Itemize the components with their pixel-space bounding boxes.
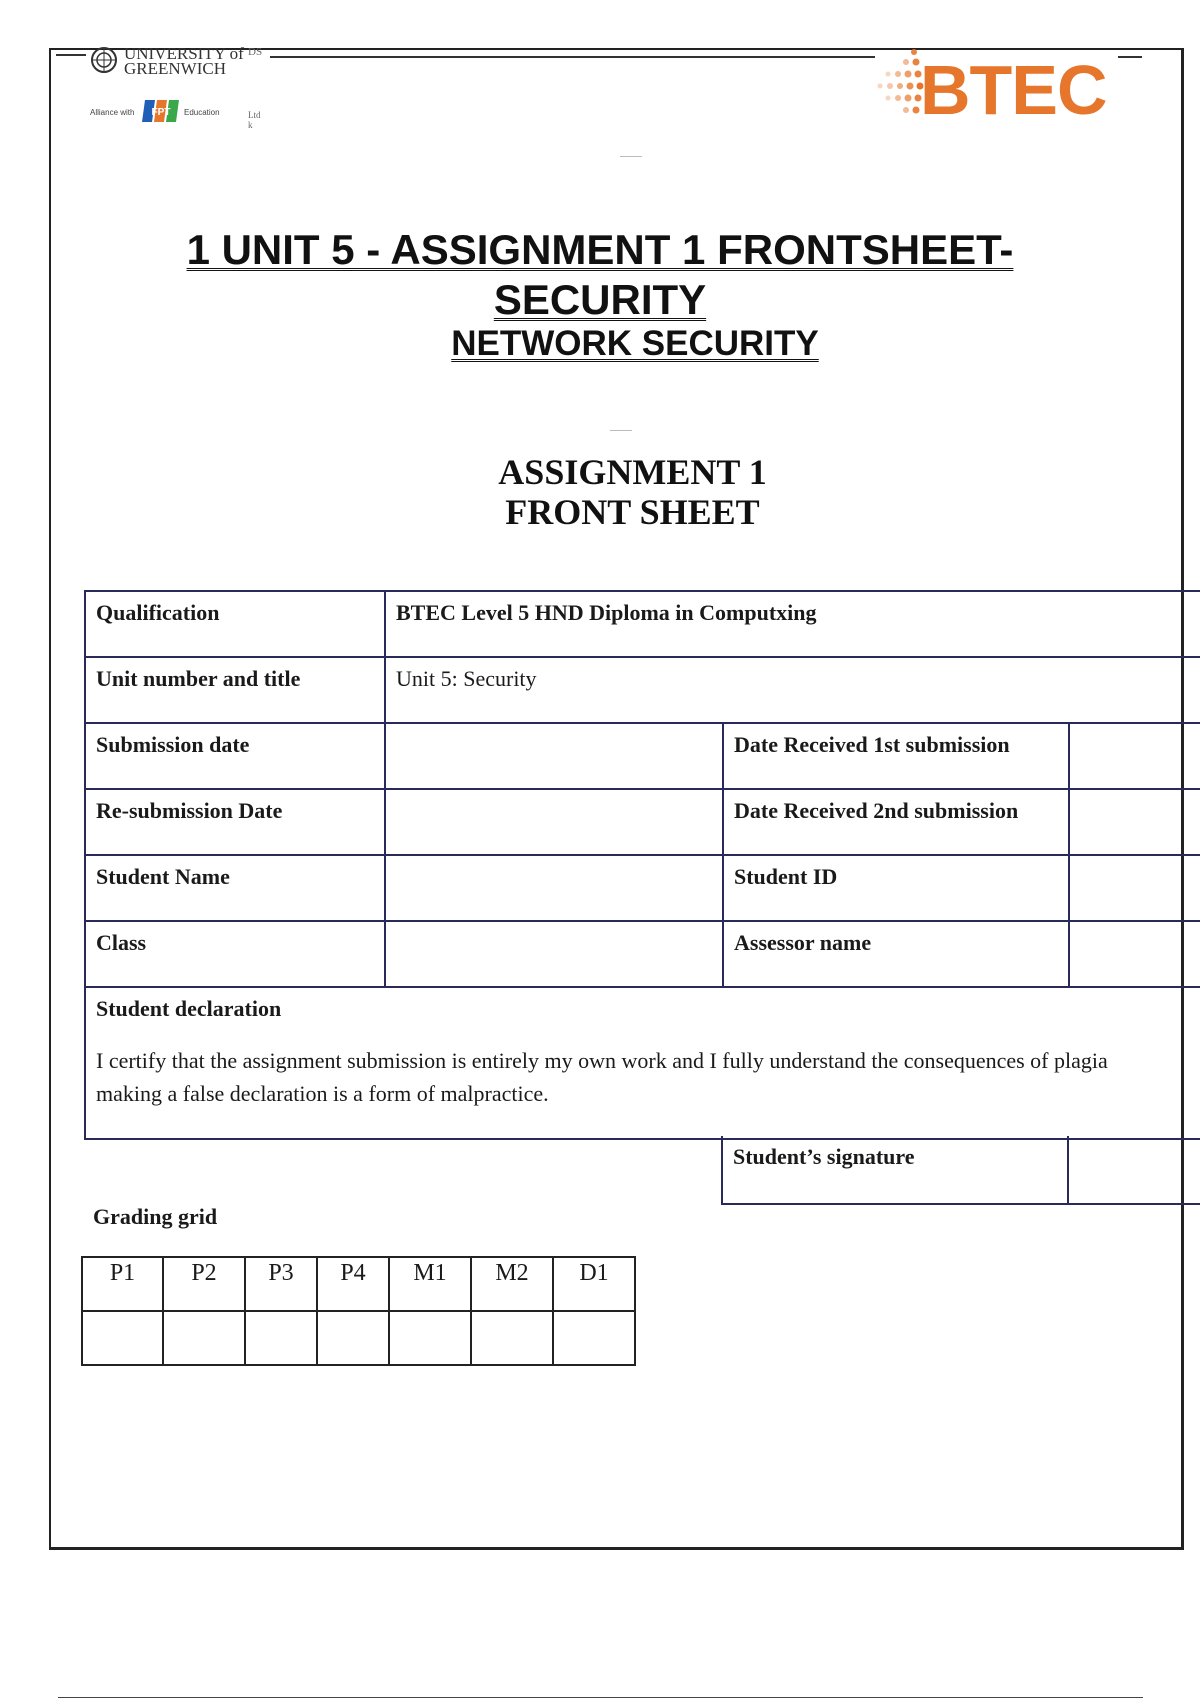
class-label: Class — [85, 921, 385, 987]
date-received-2-label: Date Received 2nd submission — [723, 789, 1069, 855]
grading-header-row — [82, 1257, 635, 1311]
grade-cell[interactable] — [163, 1311, 245, 1365]
university-name: UNIVERSITY of GREENWICH — [124, 44, 244, 78]
submission-date-label: Submission date — [85, 723, 385, 789]
grade-column-header: P3 — [245, 1257, 317, 1311]
declaration-text-line-1: I certify that the assignment submission is entirely my own work and I fully understand the consequences of plagia — [96, 1048, 1108, 1073]
document-title-line-1: 1 UNIT 5 - ASSIGNMENT 1 FRONTSHEET- — [186, 226, 1014, 273]
grading-grid-label: Grading grid — [93, 1204, 218, 1229]
grade-column-header: M2 — [471, 1257, 553, 1311]
signature-field[interactable] — [1068, 1136, 1200, 1204]
btec-dots-icon — [876, 44, 926, 124]
qualification-value: BTEC Level 5 HND Diploma in Computxing — [385, 591, 1200, 657]
fpt-logo — [141, 98, 183, 124]
assignment-heading — [300, 452, 965, 532]
fpt-logo-text: FPT — [151, 107, 171, 118]
grade-cell[interactable] — [245, 1311, 317, 1365]
grade-cell[interactable] — [317, 1311, 389, 1365]
declaration-text-line-2: making a false declaration is a form of malpractice. — [96, 1081, 549, 1106]
front-sheet-table — [84, 590, 1200, 1140]
table-row — [85, 789, 1200, 855]
assignment-heading-line-1: ASSIGNMENT 1 — [498, 452, 767, 492]
grade-column-header: P2 — [163, 1257, 245, 1311]
table-row — [85, 591, 1200, 657]
table-row — [85, 723, 1200, 789]
resubmission-date-field[interactable] — [385, 789, 723, 855]
alliance-label: Alliance with — [90, 108, 135, 117]
student-id-field[interactable] — [1069, 855, 1200, 921]
header-small-text: DS — [248, 46, 263, 58]
header-small-text-2: Ltd k — [248, 110, 261, 130]
date-received-1-field[interactable] — [1069, 723, 1200, 789]
declaration-title: Student declaration — [96, 996, 282, 1021]
assignment-heading-line-2: FRONT SHEET — [505, 492, 760, 532]
resubmission-date-label: Re-submission Date — [85, 789, 385, 855]
grade-column-header: M1 — [389, 1257, 471, 1311]
table-row — [85, 657, 1200, 723]
table-row — [85, 855, 1200, 921]
student-name-field[interactable] — [385, 855, 723, 921]
date-received-1-label: Date Received 1st submission — [723, 723, 1069, 789]
class-field[interactable] — [385, 921, 723, 987]
table-row — [722, 1136, 1200, 1204]
document-title — [150, 225, 1050, 325]
student-name-label: Student Name — [85, 855, 385, 921]
grading-grid — [81, 1256, 636, 1366]
document-subtitle: NETWORK SECURITY — [451, 324, 819, 363]
grade-cell[interactable] — [553, 1311, 635, 1365]
grade-column-header: P1 — [82, 1257, 163, 1311]
student-declaration — [85, 987, 1200, 1139]
document-title-line-2: SECURITY — [493, 276, 707, 323]
university-crest-icon — [90, 44, 118, 76]
header-rule-right — [1118, 56, 1142, 58]
grade-cell[interactable] — [471, 1311, 553, 1365]
header-rule-left — [56, 54, 86, 56]
signature-table — [721, 1136, 1200, 1205]
table-row — [85, 921, 1200, 987]
divider-mark — [620, 156, 642, 157]
qualification-label: Qualification — [85, 591, 385, 657]
grade-column-header: D1 — [553, 1257, 635, 1311]
signature-label: Student’s signature — [722, 1136, 1068, 1204]
submission-date-field[interactable] — [385, 723, 723, 789]
page-footer-rule — [58, 1697, 1143, 1698]
unit-value: Unit 5: Security — [385, 657, 1200, 723]
student-id-label: Student ID — [723, 855, 1069, 921]
btec-logo — [876, 44, 1116, 129]
grade-cell[interactable] — [82, 1311, 163, 1365]
grading-value-row — [82, 1311, 635, 1365]
assessor-field[interactable] — [1069, 921, 1200, 987]
assessor-label: Assessor name — [723, 921, 1069, 987]
header-rule — [270, 56, 875, 58]
date-received-2-field[interactable] — [1069, 789, 1200, 855]
grade-cell[interactable] — [389, 1311, 471, 1365]
divider-mark — [610, 430, 632, 431]
btec-wordmark: BTEC — [920, 51, 1107, 129]
grade-column-header: P4 — [317, 1257, 389, 1311]
unit-label: Unit number and title — [85, 657, 385, 723]
education-label: Education — [184, 108, 220, 117]
table-row — [85, 987, 1200, 1139]
